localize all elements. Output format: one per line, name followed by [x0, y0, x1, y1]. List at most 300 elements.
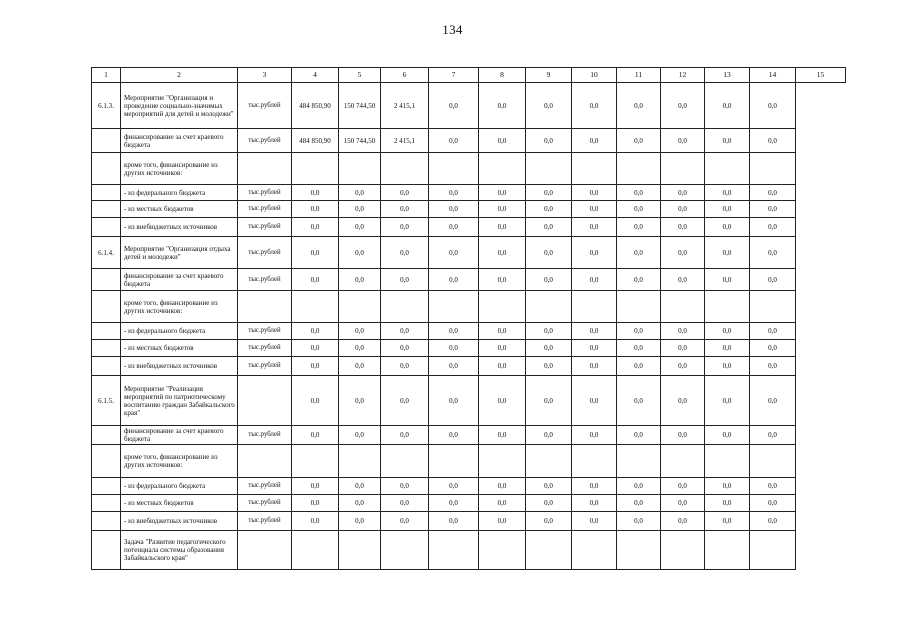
column-header: 11	[617, 68, 661, 83]
value-cell: 0,0	[292, 323, 339, 340]
value-cell: 0,0	[705, 185, 750, 201]
table-row	[92, 269, 846, 291]
value-cell: 0,0	[661, 269, 705, 291]
value-cell: 0,0	[750, 426, 796, 445]
value-cell	[292, 291, 339, 323]
row-description: финансирование за счет краевого бюджета	[121, 129, 238, 153]
row-description: - из федерального бюджета	[121, 323, 238, 340]
value-cell: 0,0	[526, 495, 572, 512]
value-cell	[572, 445, 617, 478]
column-header: 5	[339, 68, 381, 83]
value-cell	[292, 445, 339, 478]
value-cell	[339, 291, 381, 323]
value-cell: 0,0	[661, 357, 705, 376]
value-cell: 0,0	[617, 237, 661, 269]
value-cell: 0,0	[526, 129, 572, 153]
value-cell: 0,0	[617, 495, 661, 512]
value-cell	[339, 153, 381, 185]
row-unit: тыс.рублей	[238, 340, 292, 357]
value-cell: 0,0	[526, 269, 572, 291]
value-cell: 0,0	[429, 426, 479, 445]
row-description: финансирование за счет краевого бюджета	[121, 426, 238, 445]
value-cell: 0,0	[429, 83, 479, 129]
row-unit: тыс.рублей	[238, 323, 292, 340]
row-unit: тыс.рублей	[238, 478, 292, 495]
value-cell: 0,0	[526, 218, 572, 237]
value-cell: 0,0	[572, 129, 617, 153]
value-cell	[292, 153, 339, 185]
value-cell: 0,0	[617, 426, 661, 445]
value-cell: 0,0	[705, 323, 750, 340]
value-cell	[292, 531, 339, 570]
value-cell: 0,0	[661, 201, 705, 218]
row-code	[92, 269, 121, 291]
value-cell: 0,0	[705, 357, 750, 376]
value-cell: 0,0	[526, 185, 572, 201]
table-row	[92, 291, 846, 323]
value-cell: 0,0	[572, 323, 617, 340]
value-cell: 0,0	[617, 129, 661, 153]
value-cell	[617, 531, 661, 570]
value-cell	[339, 445, 381, 478]
value-cell: 0,0	[750, 478, 796, 495]
row-code	[92, 531, 121, 570]
row-description: - из внебюджетных источников	[121, 218, 238, 237]
table-row	[92, 237, 846, 269]
table-row	[92, 129, 846, 153]
value-cell: 0,0	[292, 269, 339, 291]
value-cell: 0,0	[617, 323, 661, 340]
value-cell: 0,0	[705, 201, 750, 218]
row-code	[92, 426, 121, 445]
value-cell: 0,0	[479, 323, 526, 340]
value-cell: 0,0	[381, 237, 429, 269]
row-code: 6.1.5.	[92, 376, 121, 426]
value-cell: 0,0	[292, 478, 339, 495]
value-cell: 0,0	[479, 185, 526, 201]
value-cell: 0,0	[617, 340, 661, 357]
value-cell: 0,0	[381, 185, 429, 201]
column-header: 7	[429, 68, 479, 83]
value-cell: 0,0	[381, 357, 429, 376]
row-unit: тыс.рублей	[238, 185, 292, 201]
row-unit	[238, 376, 292, 426]
value-cell	[705, 153, 750, 185]
value-cell: 0,0	[572, 269, 617, 291]
value-cell	[479, 153, 526, 185]
value-cell: 0,0	[429, 185, 479, 201]
value-cell: 0,0	[661, 512, 705, 531]
value-cell: 0,0	[526, 512, 572, 531]
value-cell	[526, 291, 572, 323]
value-cell	[339, 531, 381, 570]
value-cell	[572, 291, 617, 323]
row-description: финансирование за счет краевого бюджета	[121, 269, 238, 291]
value-cell: 0,0	[339, 478, 381, 495]
value-cell: 0,0	[661, 340, 705, 357]
row-description: - из внебюджетных источников	[121, 357, 238, 376]
value-cell: 0,0	[292, 237, 339, 269]
row-description: Мероприятие "Организация отдыха детей и молодежи"	[121, 237, 238, 269]
value-cell: 0,0	[479, 218, 526, 237]
row-code	[92, 218, 121, 237]
row-code: 6.1.3.	[92, 83, 121, 129]
value-cell	[572, 153, 617, 185]
value-cell: 0,0	[429, 201, 479, 218]
value-cell	[526, 153, 572, 185]
row-unit	[238, 153, 292, 185]
value-cell: 0,0	[705, 269, 750, 291]
row-description: Мероприятие "Организация и проведение социально-значимых мероприятий для детей и молодежи"	[121, 83, 238, 129]
value-cell: 0,0	[572, 340, 617, 357]
value-cell: 0,0	[705, 83, 750, 129]
row-unit: тыс.рублей	[238, 426, 292, 445]
row-code	[92, 340, 121, 357]
value-cell: 0,0	[572, 185, 617, 201]
row-description: кроме того, финансирование из других источников:	[121, 291, 238, 323]
value-cell	[381, 531, 429, 570]
row-code	[92, 153, 121, 185]
value-cell: 0,0	[526, 426, 572, 445]
value-cell: 0,0	[479, 269, 526, 291]
value-cell: 0,0	[705, 512, 750, 531]
value-cell: 0,0	[526, 478, 572, 495]
row-description: - из местных бюджетов	[121, 495, 238, 512]
value-cell: 0,0	[661, 495, 705, 512]
row-code	[92, 185, 121, 201]
row-description: - из местных бюджетов	[121, 340, 238, 357]
value-cell: 0,0	[661, 185, 705, 201]
row-unit	[238, 531, 292, 570]
value-cell: 0,0	[479, 478, 526, 495]
value-cell: 0,0	[705, 218, 750, 237]
value-cell: 0,0	[705, 129, 750, 153]
row-description: - из федерального бюджета	[121, 478, 238, 495]
value-cell: 0,0	[617, 218, 661, 237]
value-cell: 0,0	[479, 357, 526, 376]
value-cell: 0,0	[429, 357, 479, 376]
value-cell: 0,0	[526, 340, 572, 357]
row-code: 6.1.4.	[92, 237, 121, 269]
value-cell	[479, 445, 526, 478]
value-cell: 0,0	[572, 237, 617, 269]
value-cell: 150 744,50	[339, 83, 381, 129]
value-cell: 0,0	[705, 376, 750, 426]
row-unit: тыс.рублей	[238, 129, 292, 153]
table-row	[92, 357, 846, 376]
row-description: - из внебюджетных источников	[121, 512, 238, 531]
value-cell: 0,0	[705, 340, 750, 357]
value-cell: 0,0	[617, 357, 661, 376]
value-cell: 0,0	[429, 323, 479, 340]
value-cell: 0,0	[292, 495, 339, 512]
value-cell: 0,0	[339, 323, 381, 340]
value-cell: 0,0	[572, 478, 617, 495]
table-row	[92, 185, 846, 201]
table-header-row	[92, 68, 846, 83]
value-cell: 0,0	[572, 218, 617, 237]
value-cell: 0,0	[750, 340, 796, 357]
value-cell	[429, 531, 479, 570]
column-header: 4	[292, 68, 339, 83]
value-cell: 0,0	[381, 340, 429, 357]
row-code	[92, 445, 121, 478]
value-cell: 0,0	[617, 201, 661, 218]
value-cell: 0,0	[292, 357, 339, 376]
value-cell	[381, 291, 429, 323]
value-cell: 0,0	[339, 426, 381, 445]
value-cell	[381, 153, 429, 185]
value-cell	[526, 445, 572, 478]
value-cell: 0,0	[617, 83, 661, 129]
value-cell: 0,0	[339, 201, 381, 218]
value-cell: 0,0	[479, 83, 526, 129]
table-row	[92, 201, 846, 218]
value-cell: 0,0	[429, 129, 479, 153]
value-cell: 0,0	[339, 357, 381, 376]
value-cell	[572, 531, 617, 570]
value-cell: 0,0	[429, 340, 479, 357]
page-number: 134	[442, 22, 463, 37]
value-cell: 0,0	[381, 218, 429, 237]
value-cell: 0,0	[479, 495, 526, 512]
value-cell	[429, 445, 479, 478]
value-cell: 0,0	[381, 269, 429, 291]
value-cell: 0,0	[572, 376, 617, 426]
row-unit: тыс.рублей	[238, 218, 292, 237]
value-cell: 0,0	[429, 478, 479, 495]
value-cell	[661, 445, 705, 478]
value-cell: 0,0	[705, 495, 750, 512]
value-cell: 0,0	[526, 357, 572, 376]
value-cell: 0,0	[617, 512, 661, 531]
table-row	[92, 340, 846, 357]
row-description: Задача "Развитие педагогического потенциала системы образования Забайкальского края"	[121, 531, 238, 570]
table-row	[92, 323, 846, 340]
value-cell: 2 415,1	[381, 83, 429, 129]
value-cell	[705, 291, 750, 323]
column-header: 1	[92, 68, 121, 83]
value-cell: 0,0	[661, 83, 705, 129]
column-header: 10	[572, 68, 617, 83]
table-row	[92, 153, 846, 185]
value-cell	[429, 291, 479, 323]
value-cell: 0,0	[750, 512, 796, 531]
row-unit: тыс.рублей	[238, 512, 292, 531]
row-code	[92, 478, 121, 495]
row-code	[92, 323, 121, 340]
value-cell: 0,0	[661, 426, 705, 445]
row-unit: тыс.рублей	[238, 83, 292, 129]
value-cell	[381, 445, 429, 478]
value-cell: 484 850,90	[292, 83, 339, 129]
value-cell: 0,0	[381, 478, 429, 495]
table-row	[92, 478, 846, 495]
value-cell	[617, 445, 661, 478]
value-cell: 0,0	[750, 218, 796, 237]
value-cell	[750, 445, 796, 478]
value-cell: 0,0	[479, 129, 526, 153]
value-cell: 0,0	[750, 201, 796, 218]
column-header: 14	[750, 68, 796, 83]
table-row	[92, 531, 846, 570]
value-cell: 0,0	[750, 83, 796, 129]
value-cell: 0,0	[339, 185, 381, 201]
value-cell	[750, 153, 796, 185]
value-cell: 0,0	[429, 269, 479, 291]
value-cell: 0,0	[750, 376, 796, 426]
value-cell: 0,0	[572, 83, 617, 129]
value-cell: 0,0	[479, 376, 526, 426]
value-cell: 0,0	[617, 269, 661, 291]
budget-table	[91, 67, 846, 570]
value-cell	[617, 153, 661, 185]
row-unit	[238, 445, 292, 478]
value-cell: 0,0	[292, 376, 339, 426]
column-header: 13	[705, 68, 750, 83]
value-cell: 0,0	[750, 129, 796, 153]
value-cell: 0,0	[381, 376, 429, 426]
row-description: - из местных бюджетов	[121, 201, 238, 218]
value-cell: 0,0	[661, 478, 705, 495]
value-cell: 0,0	[661, 237, 705, 269]
value-cell: 0,0	[661, 218, 705, 237]
value-cell: 0,0	[479, 426, 526, 445]
column-header: 3	[238, 68, 292, 83]
row-description: кроме того, финансирование из других источников:	[121, 153, 238, 185]
value-cell: 0,0	[705, 237, 750, 269]
table-row	[92, 445, 846, 478]
value-cell	[429, 153, 479, 185]
column-header: 6	[381, 68, 429, 83]
value-cell	[705, 531, 750, 570]
value-cell: 0,0	[750, 269, 796, 291]
value-cell: 0,0	[381, 426, 429, 445]
value-cell: 0,0	[292, 426, 339, 445]
value-cell: 0,0	[705, 478, 750, 495]
table-row	[92, 218, 846, 237]
value-cell: 0,0	[429, 495, 479, 512]
column-header: 15	[796, 68, 846, 83]
value-cell: 0,0	[617, 185, 661, 201]
value-cell	[705, 445, 750, 478]
value-cell: 0,0	[339, 218, 381, 237]
value-cell: 0,0	[381, 512, 429, 531]
value-cell: 0,0	[572, 512, 617, 531]
value-cell: 0,0	[292, 201, 339, 218]
value-cell: 0,0	[339, 269, 381, 291]
value-cell: 0,0	[479, 340, 526, 357]
value-cell: 0,0	[750, 357, 796, 376]
value-cell: 0,0	[526, 376, 572, 426]
value-cell: 0,0	[750, 185, 796, 201]
value-cell: 0,0	[479, 201, 526, 218]
table-row	[92, 426, 846, 445]
value-cell: 0,0	[429, 512, 479, 531]
value-cell	[661, 291, 705, 323]
column-header: 8	[479, 68, 526, 83]
value-cell: 0,0	[381, 323, 429, 340]
value-cell: 0,0	[661, 376, 705, 426]
row-unit: тыс.рублей	[238, 269, 292, 291]
value-cell: 0,0	[339, 340, 381, 357]
value-cell: 0,0	[572, 201, 617, 218]
row-code	[92, 512, 121, 531]
value-cell: 0,0	[339, 495, 381, 512]
value-cell	[479, 291, 526, 323]
column-header: 2	[121, 68, 238, 83]
row-code	[92, 495, 121, 512]
value-cell: 0,0	[479, 237, 526, 269]
value-cell: 0,0	[617, 376, 661, 426]
table-row	[92, 512, 846, 531]
value-cell	[661, 531, 705, 570]
value-cell: 0,0	[750, 495, 796, 512]
value-cell: 0,0	[526, 323, 572, 340]
value-cell: 0,0	[572, 357, 617, 376]
value-cell: 0,0	[429, 218, 479, 237]
value-cell	[617, 291, 661, 323]
value-cell: 0,0	[292, 512, 339, 531]
value-cell: 0,0	[526, 83, 572, 129]
row-unit: тыс.рублей	[238, 237, 292, 269]
value-cell: 0,0	[339, 237, 381, 269]
value-cell: 0,0	[292, 340, 339, 357]
value-cell: 0,0	[750, 323, 796, 340]
row-unit: тыс.рублей	[238, 495, 292, 512]
value-cell: 0,0	[617, 478, 661, 495]
value-cell	[661, 153, 705, 185]
value-cell: 484 850,90	[292, 129, 339, 153]
table-row	[92, 376, 846, 426]
value-cell: 0,0	[339, 512, 381, 531]
row-code	[92, 357, 121, 376]
value-cell: 0,0	[479, 512, 526, 531]
row-code	[92, 129, 121, 153]
value-cell: 0,0	[429, 376, 479, 426]
value-cell: 0,0	[661, 323, 705, 340]
value-cell: 0,0	[292, 185, 339, 201]
row-unit: тыс.рублей	[238, 357, 292, 376]
table-row	[92, 83, 846, 129]
row-code	[92, 201, 121, 218]
value-cell: 0,0	[526, 237, 572, 269]
value-cell: 150 744,50	[339, 129, 381, 153]
value-cell: 0,0	[381, 201, 429, 218]
table-row	[92, 495, 846, 512]
value-cell: 0,0	[705, 426, 750, 445]
row-description: Мероприятие "Реализация мероприятий по патриотическому воспитанию граждан Забайкальского края"	[121, 376, 238, 426]
value-cell: 0,0	[750, 237, 796, 269]
value-cell: 0,0	[572, 426, 617, 445]
value-cell	[750, 531, 796, 570]
value-cell: 0,0	[526, 201, 572, 218]
row-unit: тыс.рублей	[238, 201, 292, 218]
row-code	[92, 291, 121, 323]
value-cell: 2 415,1	[381, 129, 429, 153]
value-cell: 0,0	[339, 376, 381, 426]
value-cell	[479, 531, 526, 570]
value-cell	[526, 531, 572, 570]
row-unit	[238, 291, 292, 323]
value-cell: 0,0	[429, 237, 479, 269]
value-cell: 0,0	[292, 218, 339, 237]
value-cell: 0,0	[661, 129, 705, 153]
value-cell: 0,0	[381, 495, 429, 512]
column-header: 9	[526, 68, 572, 83]
column-header: 12	[661, 68, 705, 83]
row-description: - из федерального бюджета	[121, 185, 238, 201]
